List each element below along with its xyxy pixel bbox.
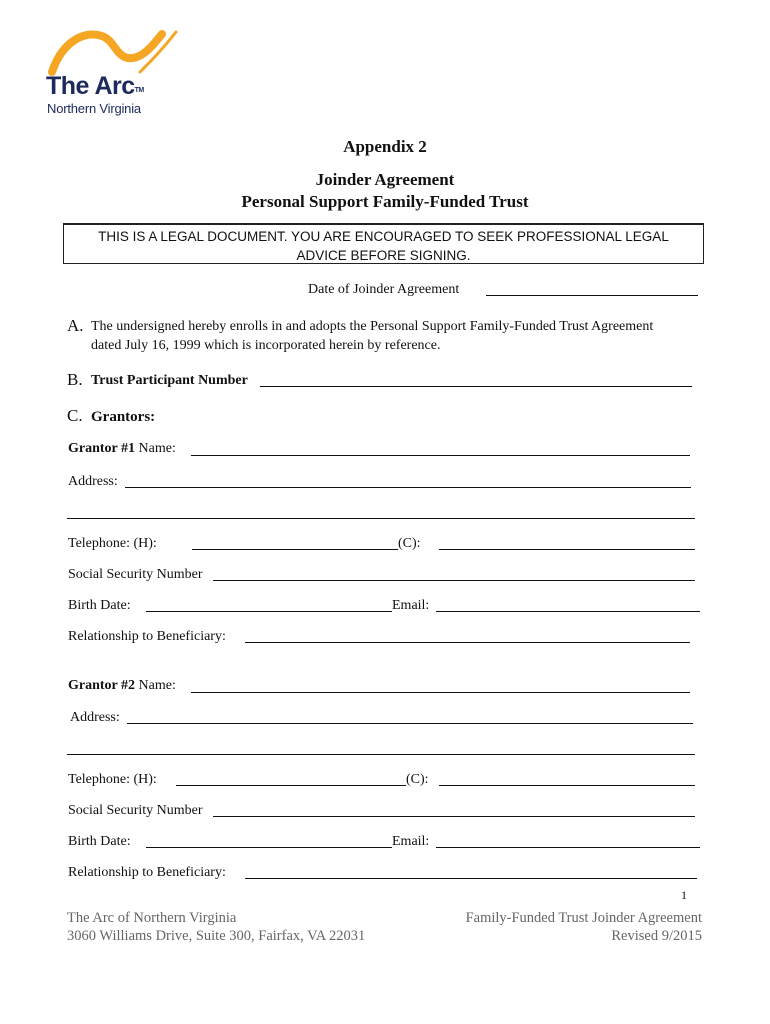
section-a-text-line1: The undersigned hereby enrolls in and adopts the Personal Support Family-Funded Trust Agreement bbox=[91, 319, 654, 334]
legal-notice-box bbox=[63, 223, 704, 264]
logo-subtitle: Northern Virginia bbox=[47, 101, 141, 116]
grantor1-birth-date-field[interactable] bbox=[146, 611, 392, 612]
grantor2-email-label: Email: bbox=[392, 834, 430, 849]
grantor2-address-field-line2[interactable] bbox=[67, 754, 695, 755]
grantor1-birth-date-label: Birth Date: bbox=[68, 598, 131, 613]
grantor1-address-label: Address: bbox=[68, 474, 118, 489]
footer-address: 3060 Williams Drive, Suite 300, Fairfax, VA 22031 bbox=[67, 928, 366, 944]
grantor2-name-row bbox=[68, 678, 176, 694]
grantor1-name-field[interactable] bbox=[191, 455, 690, 456]
trust-participant-number-field[interactable] bbox=[260, 386, 692, 387]
grantor1-heading: Grantor #1 bbox=[68, 441, 136, 456]
grantor1-email-label: Email: bbox=[392, 598, 430, 613]
grantor1-ssn-label: Social Security Number bbox=[68, 567, 203, 582]
grantor1-email-field[interactable] bbox=[436, 611, 700, 612]
section-c-letter: C. bbox=[67, 406, 83, 425]
footer-org-name: The Arc of Northern Virginia bbox=[67, 910, 237, 926]
date-field[interactable] bbox=[486, 295, 698, 296]
grantor2-telephone-label: Telephone: (H): bbox=[68, 772, 157, 787]
grantor2-relationship-field[interactable] bbox=[245, 878, 697, 879]
grantor1-name-row bbox=[68, 441, 176, 457]
grantor2-name-label: Name: bbox=[138, 678, 176, 693]
grantor2-address-label: Address: bbox=[70, 710, 120, 725]
grantor1-relationship-field[interactable] bbox=[245, 642, 690, 643]
grantor1-ssn-field[interactable] bbox=[213, 580, 695, 581]
appendix-heading: Appendix 2 bbox=[343, 137, 427, 156]
footer-left bbox=[67, 909, 365, 945]
section-a-text-line2: dated July 16, 1999 which is incorporated herein by reference. bbox=[91, 338, 441, 353]
grantor2-address-field-line1[interactable] bbox=[127, 723, 693, 724]
grantor1-address-field-line1[interactable] bbox=[125, 487, 691, 488]
document-subtitle: Personal Support Family-Funded Trust bbox=[241, 192, 529, 211]
arc-logo bbox=[44, 28, 194, 120]
trust-participant-number-label: Trust Participant Number bbox=[91, 373, 248, 388]
grantor1-address-field-line2[interactable] bbox=[67, 518, 695, 519]
logo-trademark: TM bbox=[134, 87, 144, 94]
section-a-letter: A. bbox=[67, 316, 84, 335]
document-title: Joinder Agreement bbox=[315, 170, 455, 189]
footer-right bbox=[400, 909, 702, 945]
grantor1-relationship-label: Relationship to Beneficiary: bbox=[68, 629, 226, 644]
grantor2-birth-date-label: Birth Date: bbox=[68, 834, 131, 849]
grantor2-cell-label: (C): bbox=[406, 772, 429, 787]
grantor2-home-phone-field[interactable] bbox=[176, 785, 406, 786]
grantor2-name-field[interactable] bbox=[191, 692, 690, 693]
footer-revision: Revised 9/2015 bbox=[611, 928, 702, 944]
grantor2-ssn-field[interactable] bbox=[213, 816, 695, 817]
section-b-letter: B. bbox=[67, 370, 83, 389]
grantor2-relationship-label: Relationship to Beneficiary: bbox=[68, 865, 226, 880]
grantor2-heading: Grantor #2 bbox=[68, 678, 136, 693]
grantor2-email-field[interactable] bbox=[436, 847, 700, 848]
grantors-heading: Grantors: bbox=[91, 409, 156, 425]
logo-title: The ArcTM bbox=[46, 72, 144, 100]
grantor1-cell-phone-field[interactable] bbox=[439, 549, 695, 550]
legal-notice-line1: THIS IS A LEGAL DOCUMENT. YOU ARE ENCOURAGED TO SEEK PROFESSIONAL LEGAL bbox=[98, 229, 669, 244]
footer-doc-name: Family-Funded Trust Joinder Agreement bbox=[465, 910, 702, 926]
grantor2-ssn-label: Social Security Number bbox=[68, 803, 203, 818]
grantor1-telephone-label: Telephone: (H): bbox=[68, 536, 157, 551]
legal-notice-line2: ADVICE BEFORE SIGNING. bbox=[296, 248, 471, 263]
grantor1-home-phone-field[interactable] bbox=[192, 549, 398, 550]
grantor1-name-label: Name: bbox=[138, 441, 176, 456]
page-number: 1 bbox=[681, 888, 687, 902]
grantor1-cell-label: (C): bbox=[398, 536, 421, 551]
grantor2-birth-date-field[interactable] bbox=[146, 847, 392, 848]
grantor2-cell-phone-field[interactable] bbox=[439, 785, 695, 786]
date-label: Date of Joinder Agreement bbox=[308, 282, 460, 297]
